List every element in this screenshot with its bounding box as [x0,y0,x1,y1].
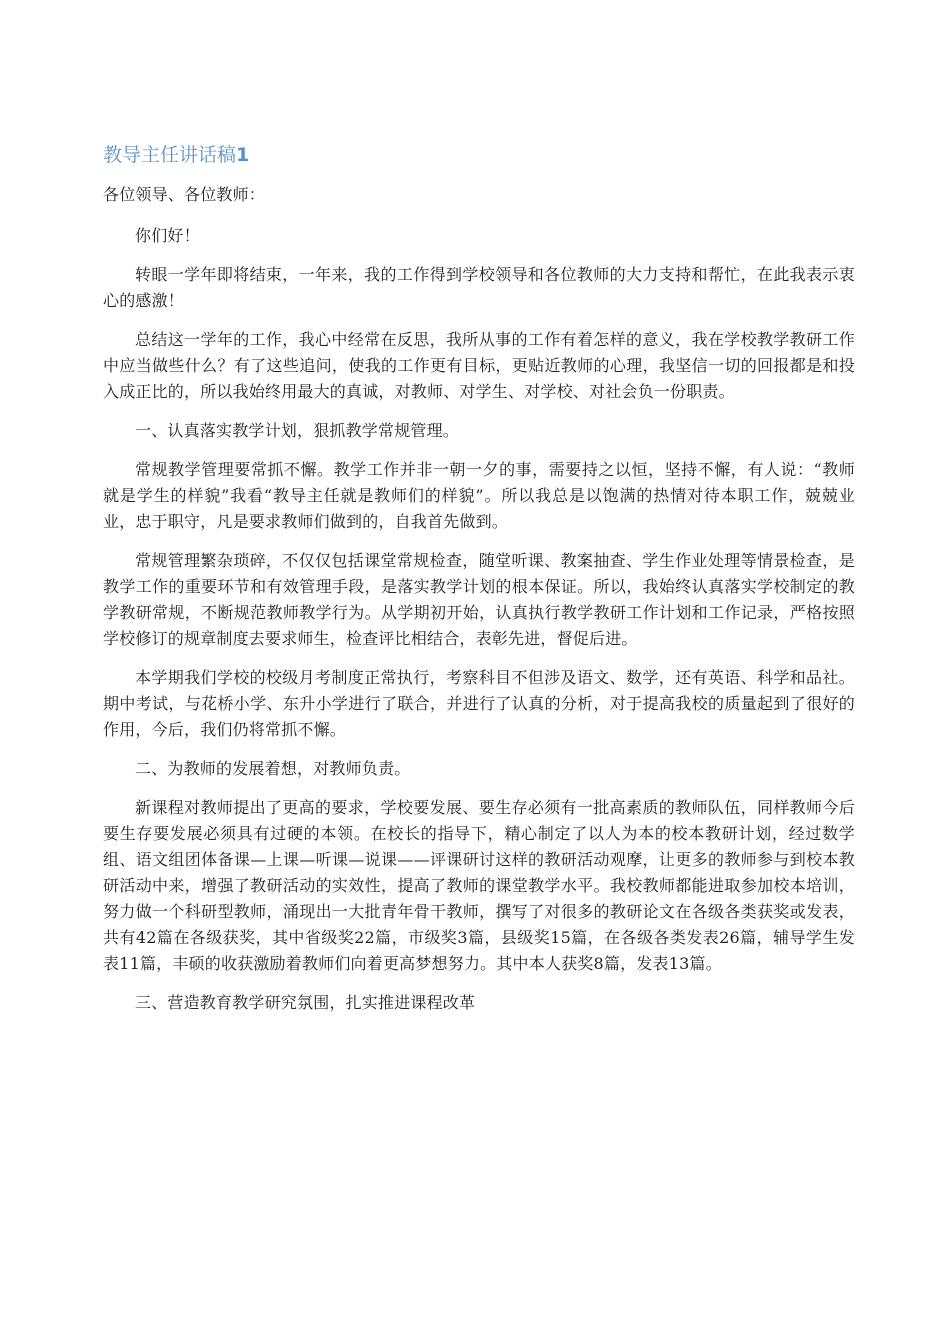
document-body [103,182,855,1029]
paragraph: 常规管理繁杂琐碎，不仅仅包括课堂常规检查，随堂听课、教案抽查、学生作业处理等情景检查，是教学工作的重要环节和有效管理手段，是落实教学计划的根本保证。所以，我始终认真落实学校制定的教学教研常规，不断规范教师教学行为。从学期初开始，认真执行教学教研工作计划和工作记录，严格按照学校修订的规章制度去要求师生，检查评比相结合，表彰先进，督促后进。 [103,551,855,648]
paragraph: 常规教学管理要常抓不懈。教学工作并非一朝一夕的事，需要持之以恒，坚持不懈，有人说：“教师就是学生的样貌”我看“教导主任就是教师们的样貌”。所以我总是以饱满的热情对待本职工作，兢兢业业，忠于职守，凡是要求教师们做到的，自我首先做到。 [103,460,855,531]
paragraph: 本学期我们学校的校级月考制度正常执行，考察科目不但涉及语文、数学，还有英语、科学和品社。期中考试，与花桥小学、东升小学进行了联合，并进行了认真的分析，对于提高我校的质量起到了很好的作用，今后，我们仍将常抓不懈。 [103,668,855,739]
section-heading-2: 二、为教师的发展着想，对教师负责。 [135,759,411,778]
salutation: 各位领导、各位教师： [103,185,266,204]
greeting: 你们好！ [135,226,200,245]
paragraph: 新课程对教师提出了更高的要求，学校要发展、要生存必须有一批高素质的教师队伍，同样教师今后要生存要发展必须具有过硬的本领。在校长的指导下，精心制定了以人为本的校本教研计划，经过数学组、语文组团体备课—上课—听课—说课——评课研讨这样的教研活动观摩，让更多的教师参与到校本教研活动中来，增强了教研活动的实效性，提高了教师的课堂教学水平。我校教师都能进取参加校本培训，努力做一个科研型教师，涌现出一大批青年骨干教师，撰写了对很多的教研论文在各级各类获奖或发表，共有42篇在各级获奖，其中省级奖22篇，市级奖3篇，县级奖15篇，在各级各类发表26篇，辅导学生发表11篇，丰硕的收获激励着教师们向着更高梦想努力。其中本人获奖8篇，发表13篇。 [103,798,855,973]
paragraph-reflection: 总结这一学年的工作，我心中经常在反思，我所从事的工作有着怎样的意义，我在学校教学教研工作中应当做些什么？有了这些追问，使我的工作更有目标，更贴近教师的心理，我坚信一切的回报都是和投入成正比的，所以我始终用最大的真诚，对教师、对学生、对学校、对社会负一份职责。 [103,330,855,401]
section-heading-1: 一、认真落实教学计划，狠抓教学常规管理。 [135,421,460,440]
document-title-number: 1 [236,144,250,166]
document-title [103,140,249,167]
document-title-text: 教导主任讲话稿 [103,144,237,166]
section-heading-3: 三、营造教育教学研究氛围，扎实推进课程改革 [135,993,476,1012]
paragraph-intro: 转眼一学年即将结束，一年来，我的工作得到学校领导和各位教师的大力支持和帮忙，在此我表示衷心的感激！ [103,265,855,310]
